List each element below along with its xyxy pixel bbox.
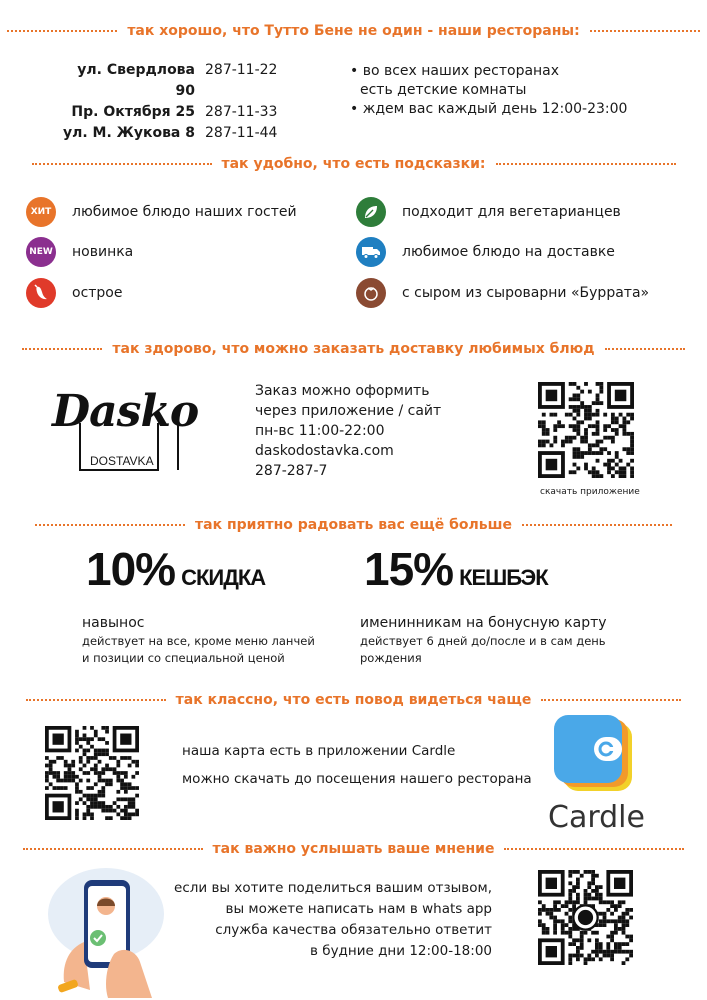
dotted-divider — [522, 524, 672, 526]
dotted-divider — [23, 848, 203, 850]
cardle-logo-text: Cardle — [548, 800, 645, 835]
dasko-logo[interactable] — [50, 378, 200, 478]
section-heading-delivery — [0, 338, 707, 360]
dotted-divider — [22, 348, 102, 350]
qr-code-whatsapp[interactable] — [538, 870, 633, 965]
legend-item-new — [26, 237, 133, 267]
section-heading-hints — [0, 153, 707, 175]
feedback-info — [150, 878, 492, 962]
legend-label: новинка — [72, 244, 134, 260]
dotted-divider — [35, 524, 185, 526]
heading-text: так приятно радовать вас ещё больше — [195, 517, 512, 533]
feedback-line: если вы хотите поделиться вашим отзывом, — [174, 880, 492, 896]
dotted-divider — [504, 848, 684, 850]
discount-subtitle: навынос — [82, 615, 145, 631]
address-street: ул. М. Жукова 8 — [62, 125, 195, 141]
delivery-line: через приложение / сайт — [255, 403, 442, 419]
address-row — [60, 123, 305, 144]
discount-note — [82, 633, 315, 667]
section-heading-feedback — [0, 838, 707, 860]
legend-label: острое — [72, 285, 123, 301]
dotted-divider — [496, 163, 676, 165]
feedback-line: вы можете написать нам в whats app — [225, 901, 492, 917]
address-phone[interactable]: 287-11-33 — [205, 104, 278, 120]
note-line: и позиции со специальной ценой — [82, 651, 285, 665]
dotted-divider — [605, 348, 685, 350]
info-line: • во всех наших ресторанах — [350, 63, 560, 79]
address-street: Пр. Октября 25 — [71, 104, 195, 120]
cashback-subtitle: именинникам на бонусную карту — [360, 615, 607, 631]
chili-pepper-icon — [26, 278, 56, 308]
address-phone[interactable]: 287-11-44 — [205, 125, 278, 141]
dotted-divider — [32, 163, 212, 165]
address-phone[interactable]: 287-11-22 — [205, 62, 278, 78]
discount-headline — [86, 542, 265, 596]
dotted-divider — [26, 699, 166, 701]
hit-badge-icon: ХИТ — [26, 197, 56, 227]
delivery-info — [255, 381, 441, 481]
legend-label: любимое блюдо на доставке — [402, 244, 615, 260]
qr-code-cardle[interactable] — [45, 726, 139, 820]
cashback-headline — [364, 542, 548, 596]
legend-item-delivery — [356, 237, 615, 267]
delivery-line: пн-вс 11:00-22:00 — [255, 423, 385, 439]
note-line: действует на все, кроме меню ланчей — [82, 634, 315, 648]
cardle-line: можно скачать до посещения нашего ресторана — [182, 771, 532, 787]
new-badge-icon: NEW — [26, 237, 56, 267]
address-row — [60, 60, 305, 102]
cheese-icon — [356, 278, 386, 308]
dasko-logo-subtitle: DOSTAVKA — [90, 454, 154, 468]
heading-text: так классно, что есть повод видеться чаще — [175, 692, 532, 708]
legend-item-spicy — [26, 278, 122, 308]
delivery-line: Заказ можно оформить — [255, 383, 430, 399]
feedback-line: в будние дни 12:00-18:00 — [310, 943, 492, 959]
cashback-word: КЕШБЭК — [459, 565, 548, 590]
heading-text: так здорово, что можно заказать доставку любимых блюд — [112, 341, 595, 357]
legend-item-hit — [26, 197, 297, 227]
address-row — [60, 102, 305, 123]
legend-label: подходит для вегетарианцев — [402, 204, 621, 220]
dotted-divider — [590, 30, 700, 32]
legend-item-cheese — [356, 278, 649, 308]
dotted-divider — [541, 699, 681, 701]
note-line: рождения — [360, 651, 422, 665]
discount-percent: 10% — [86, 543, 176, 595]
cardle-logo-icon[interactable] — [554, 715, 634, 793]
dotted-divider — [7, 30, 117, 32]
note-line: действует 6 дней до/после и в сам день — [360, 634, 606, 648]
feedback-line: служба качества обязательно ответит — [215, 922, 492, 938]
heading-text: так удобно, что есть подсказки: — [221, 156, 486, 172]
cashback-note — [360, 633, 606, 667]
info-line: есть детские комнаты — [360, 82, 527, 98]
section-heading-restaurants — [0, 20, 707, 42]
section-heading-promo — [0, 514, 707, 536]
legend-label: с сыром из сыроварни «Буррата» — [402, 285, 650, 301]
restaurant-info — [350, 62, 627, 119]
delivery-truck-icon — [356, 237, 386, 267]
address-street: ул. Свердлова 90 — [77, 62, 195, 99]
info-line: • ждем вас каждый день 12:00-23:00 — [350, 101, 628, 117]
cashback-percent: 15% — [364, 543, 454, 595]
delivery-website-link[interactable]: daskodostavka.com — [255, 443, 394, 459]
discount-word: СКИДКА — [181, 565, 266, 590]
heading-text: так хорошо, что Тутто Бене не один - наши рестораны: — [127, 23, 580, 39]
delivery-phone[interactable]: 287-287-7 — [255, 463, 328, 479]
legend-item-vegetarian — [356, 197, 621, 227]
phone-hand-illustration — [44, 862, 166, 998]
legend-label: любимое блюдо наших гостей — [72, 204, 297, 220]
leaf-icon — [356, 197, 386, 227]
qr-caption: скачать приложение — [540, 487, 640, 497]
address-list — [60, 60, 305, 144]
qr-code-app[interactable] — [538, 382, 634, 478]
heading-text: так важно услышать ваше мнение — [212, 841, 495, 857]
cardle-line: наша карта есть в приложении Cardle — [182, 743, 456, 759]
dasko-logo-text: Dasko — [52, 386, 199, 437]
section-heading-cardle — [0, 689, 707, 711]
